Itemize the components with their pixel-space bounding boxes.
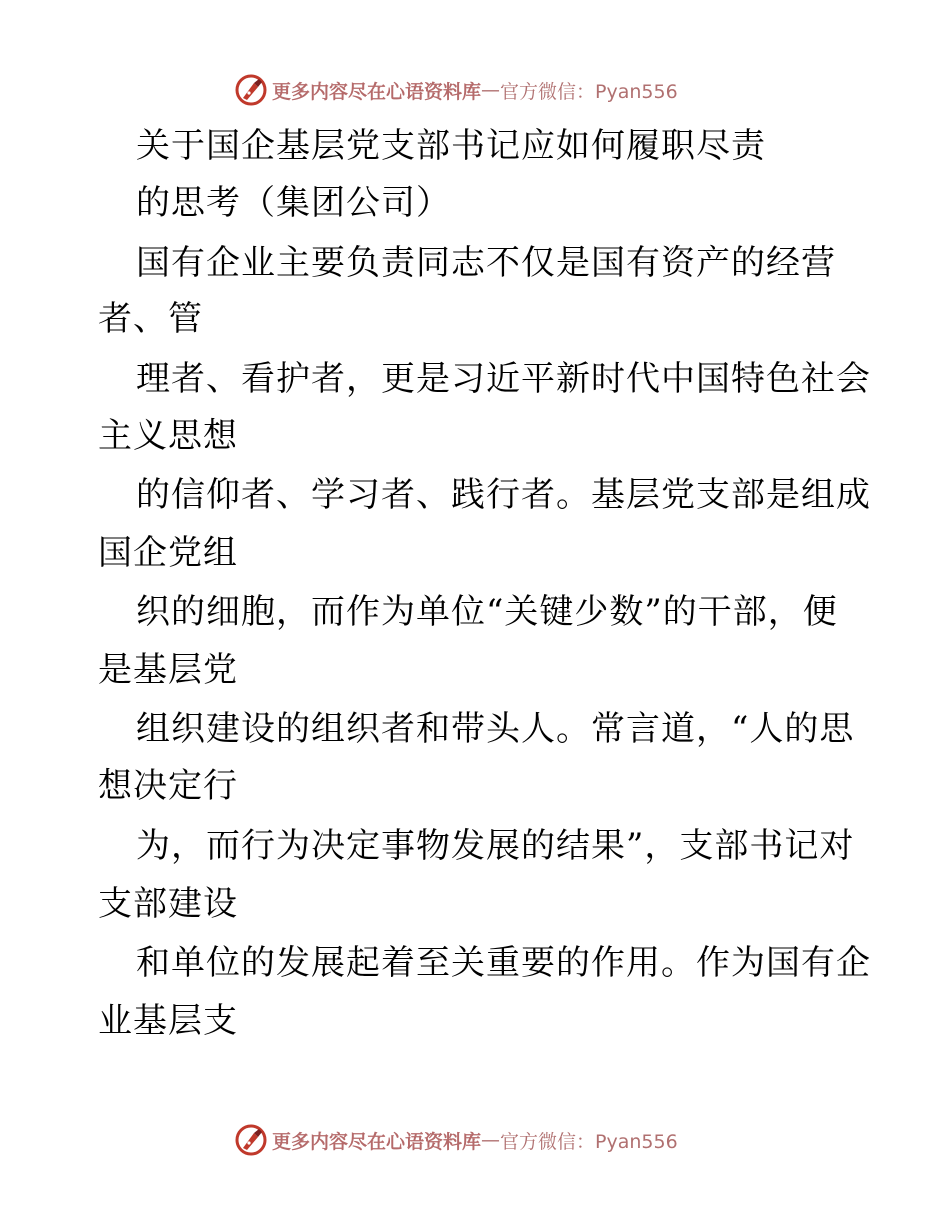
banner-wechat: 官方微信：Pyan556 xyxy=(500,1130,678,1153)
banner-text: 更多内容尽在心语资料库 xyxy=(272,80,482,103)
banner-separator: — xyxy=(481,1129,501,1151)
doc-line: 的思考（集团公司） xyxy=(136,183,451,223)
doc-line: 想决定行 xyxy=(98,766,238,806)
banner-wechat: 官方微信：Pyan556 xyxy=(500,80,678,103)
doc-line: 关于国企基层党支部书记应如何履职尽责 xyxy=(136,126,766,166)
doc-line: 支部建设 xyxy=(98,884,238,924)
doc-line: 组织建设的组织者和带头人。常言道，“人的思 xyxy=(136,709,855,749)
doc-line: 主义思想 xyxy=(98,416,238,456)
doc-line: 业基层支 xyxy=(98,1001,238,1041)
doc-line: 织的细胞，而作为单位“关键少数”的干部，便 xyxy=(136,592,838,632)
doc-line: 者、管 xyxy=(98,299,203,339)
doc-line: 为，而行为决定事物发展的结果”，支部书记对 xyxy=(136,826,855,866)
pen-nib-logo-icon xyxy=(234,1123,268,1157)
doc-line: 理者、看护者，更是习近平新时代中国特色社会 xyxy=(136,359,871,399)
banner-separator: — xyxy=(481,79,501,101)
doc-line: 是基层党 xyxy=(98,650,238,690)
doc-line: 国企党组 xyxy=(98,533,238,573)
banner-text: 更多内容尽在心语资料库 xyxy=(272,1130,482,1153)
footer-banner xyxy=(234,1122,754,1158)
doc-line: 和单位的发展起着至关重要的作用。作为国有企 xyxy=(136,943,871,983)
doc-line: 国有企业主要负责同志不仅是国有资产的经营 xyxy=(136,243,836,283)
doc-line: 的信仰者、学习者、践行者。基层党支部是组成 xyxy=(136,475,871,515)
